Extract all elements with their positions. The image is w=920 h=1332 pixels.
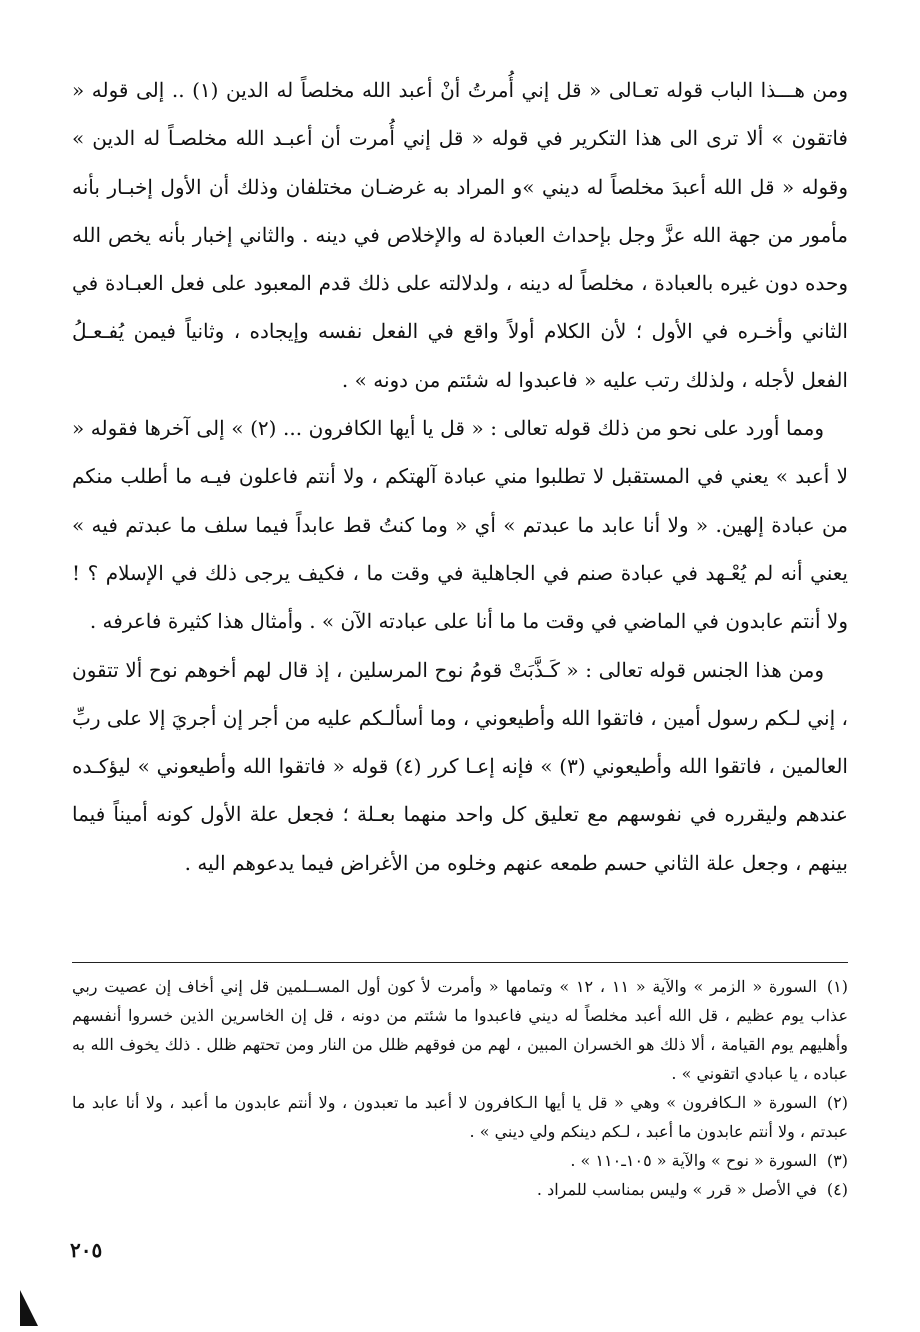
footnote: [72, 1175, 848, 1204]
footnote-text: السورة « الـكافرون » وهي « قل يا أيها الـكافرون لا أعبد ما تعبدون ، ولا أنتم عابدون ما أعبد ، ولا أنا عابد ما عبدتم ، ولا أنتم عابدون ما أعبد ، لـكم دينكم ولي ديني » .: [72, 1093, 848, 1141]
footnote-text: في الأصل « قرر » وليس بمناسب للمراد .: [536, 1180, 817, 1199]
paragraph: ومما أورد على نحو من ذلك قوله تعالى : « قل يا أيها الكافرون ... (٢) » إلى آخرها فقوله « لا أعبد » يعني في المستقبل لا تطلبوا مني عبادة آلهتكم ، ولا أنتم فاعلون فيـه ما أطلب منكم من عبادة إلهين. « ولا أنا عابد ما عبدتم » أي « وما كنتُ قط عابداً فيما سلف ما عبدتم فيه » يعني أنه لم يُعْـهد في عبادة صنم في الجاهلية في وقت ما ، فكيف يرجى ذلك في الإسلام ؟ ! ولا أنتم عابدون في الماضي في وقت ما ما أنا على عبادته الآن » . وأمثال هذا كثيرة فاعرفه .: [72, 416, 849, 634]
paragraph: ومن هـــذا الباب قوله تعـالى « قل إني أُمرتُ أنْ أعبد الله مخلصاً له الدين (١) .. إلى قوله « فاتقون » ألا ترى الى هذا التكرير في قوله « قل إني أُمرت أن أعبـد الله مخلصـاً له الدين » وقوله « قل الله أعبدَ مخلصاً له ديني »و المراد به غرضـان مختلفان وذلك أن الأول إخبـار بأنه مأمور من جهة الله عزَّ وجل بإحداث العبادة له والإخلاص في دينه . والثاني إخبار بأنه يخص الله وحده دون غيره بالعبادة ، مخلصاً له دينه ، ولدلالته على ذلك قدم المعبود على فعل العبـادة في الثاني وأخـره في الأول ؛ لأن الكلام أولاً واقع في الفعل نفسه وإيجاده ، وثانياً فيمن يُفـعـلُ الفعل لأجله ، ولذلك رتب عليه « فاعبدوا له شئتم من دونه » .: [72, 78, 848, 392]
footnote-text: السورة « الزمر » والآية « ١١ ، ١٢ » وتمامها « وأمرت لأ كون أول المســلمين قل إني أخاف إن عصيت ربي عذاب يوم عظيم ، قل الله أعبد مخلصاً له ديني فاعبدوا ما شئتم من دونه ، قل إن الخاسرين الذين خسروا أنفسهم وأهليهم يوم القيامة ، ألا ذلك هو الخسران المبين ، لهم من فوقهم ظلل من النار ومن تحتهم ظلل . ذلك يخوف الله به عباده ، يا عبادي اتقوني » .: [72, 977, 848, 1083]
footnote-number: (٣): [826, 1151, 848, 1170]
footnote: [72, 1146, 848, 1175]
paragraph: ومن هذا الجنس قوله تعالى : « كَـذَّبَتْ قومُ نوح المرسلين ، إذ قال لهم أخوهم نوح ألا تتقون ، إني لـكم رسول أمين ، فاتقوا الله وأطيعوني ، وما أسألـكم عليه من أجر إن أجريَ إلا على ربِّ العالمين ، فاتقوا الله وأطيعوني (٣) » فإنه إعـا كرر (٤) قوله « فاتقوا الله وأطيعوني » ليؤكـده عندهم وليقرره في نفوسهم مع تعليق كل واحد منهما بعـلة ؛ فجعل علة الأول كونه أميناً فيما بينهم ، وجعل علة الثاني حسم طمعه عنهم وخلوه من الأغراض فيما يدعوهم اليه .: [72, 657, 848, 875]
main-text: [72, 66, 848, 887]
corner-mark: [20, 1290, 38, 1326]
footnote-divider: [72, 962, 848, 963]
footnotes: [72, 972, 848, 1204]
footnote-number: (١): [826, 977, 848, 996]
page-number: ٢٠٥: [70, 1238, 103, 1262]
footnote-text: السورة « نوح » والآية « ١٠٥ـ١١٠ » .: [570, 1151, 817, 1170]
footnote-number: (٢): [826, 1093, 848, 1112]
footnote: [72, 972, 848, 1088]
footnote: [72, 1088, 848, 1146]
footnote-number: (٤): [826, 1180, 848, 1199]
